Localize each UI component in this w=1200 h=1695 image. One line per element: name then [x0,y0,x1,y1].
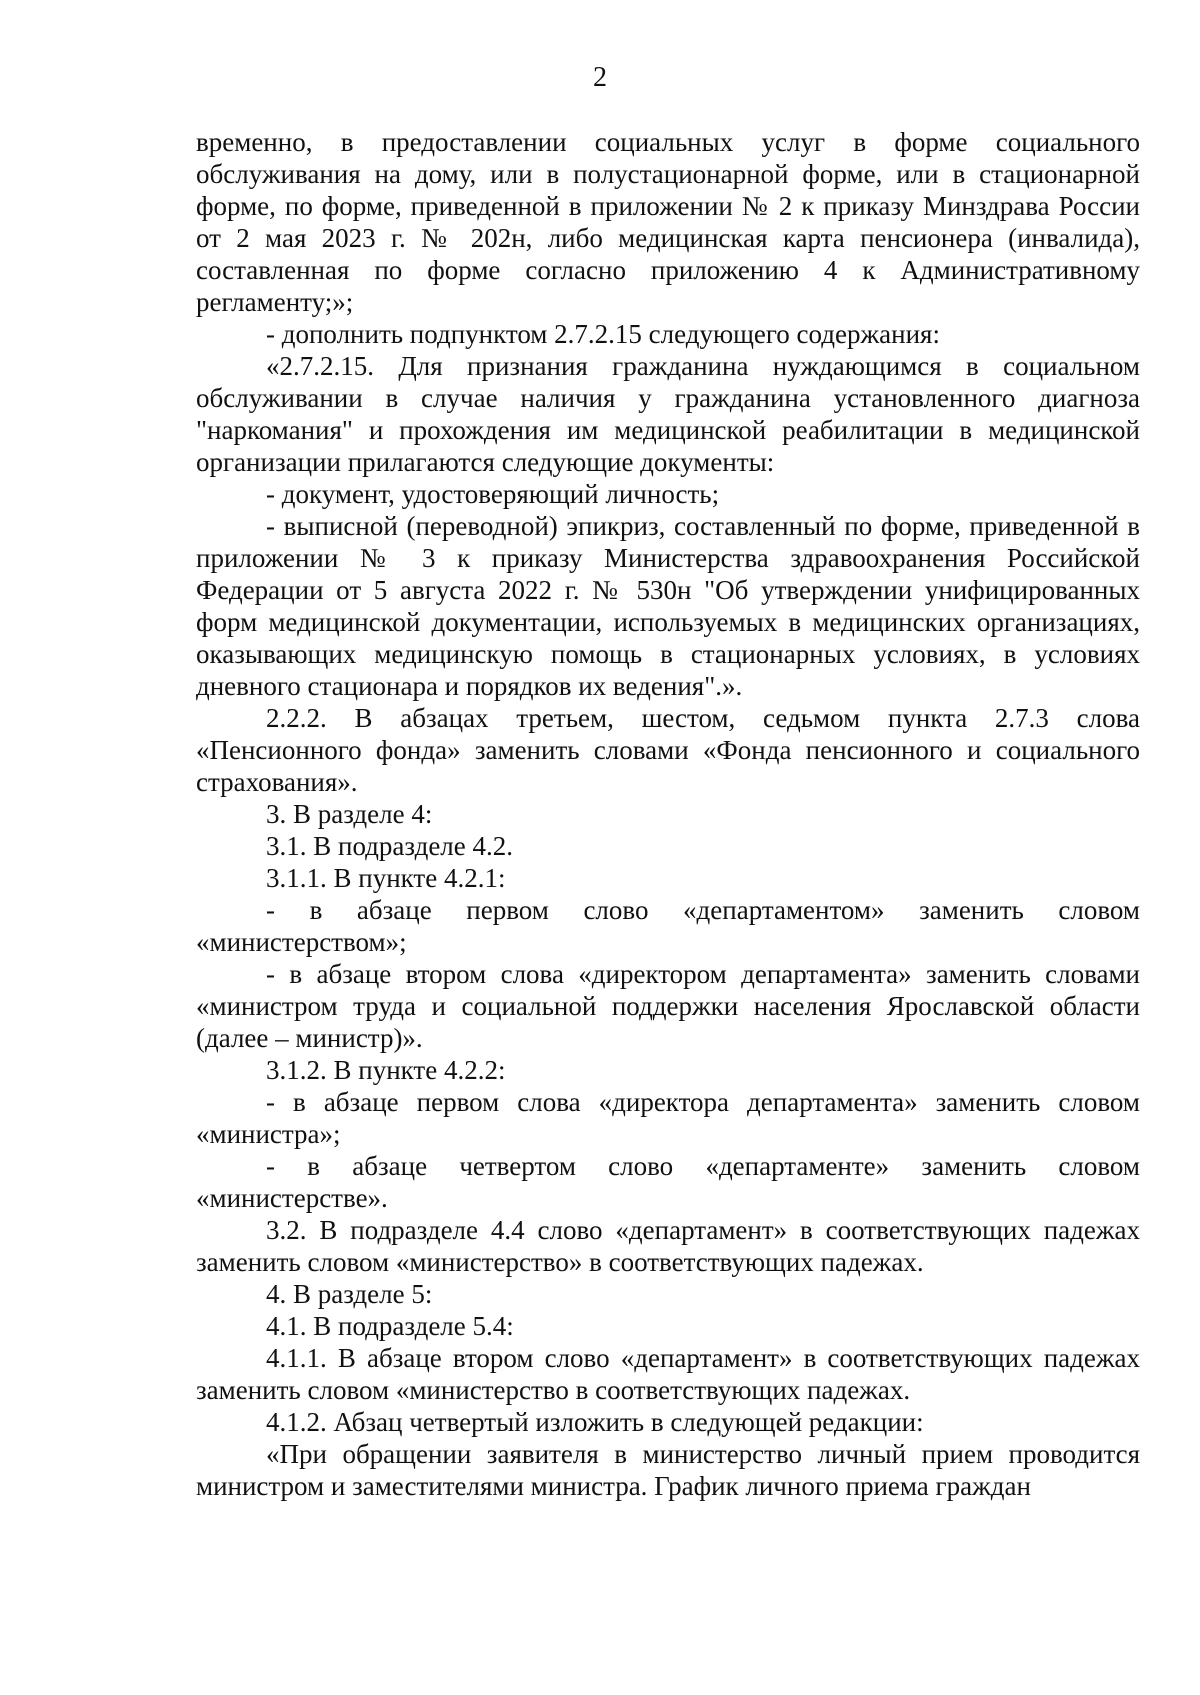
document-body [196,126,1140,1502]
paragraph: «2.7.2.15. Для признания гражданина нуждающимся в социальном обслуживании в случае наличия у гражданина установленного диагноза "наркомания" и прохождения им медицинской реабилитации в медицинской организации прилагаются следующие документы: [196,351,1140,477]
paragraph: - в абзаце первом слово «департаментом» заменить словом «министерством»; [196,895,1140,957]
paragraph: 3.1.2. В пункте 4.2.2: [266,1055,506,1085]
paragraph: 4. В разделе 5: [266,1279,433,1309]
paragraph: 4.1.2. Абзац четвертый изложить в следующей редакции: [266,1407,924,1437]
paragraph: 3.1. В подразделе 4.2. [266,831,514,861]
paragraph: 2.2.2. В абзацах третьем, шестом, седьмом пункта 2.7.3 слова «Пенсионного фонда» заменить словами «Фонда пенсионного и социального страхования». [196,703,1140,797]
paragraph: - дополнить подпунктом 2.7.2.15 следующего содержания: [266,319,940,349]
paragraph: 3.1.1. В пункте 4.2.1: [266,863,506,893]
paragraph: - в абзаце первом слова «директора департамента» заменить словом «министра»; [196,1087,1140,1149]
paragraph: - выписной (переводной) эпикриз, составленный по форме, приведенной в приложении № 3 к приказу Министерства здравоохранения Российской Федерации от 5 августа 2022 г. № 530н "Об утверждении унифицированных форм медицинской документации, используемых в медицинских организациях, оказывающих медицинскую помощь в стационарных условиях, в условиях дневного стационара и порядков их ведения".». [196,511,1140,701]
paragraph: - в абзаце втором слова «директором департамента» заменить словами «министром труда и социальной поддержки населения Ярославской области (далее – министр)». [196,959,1140,1053]
paragraph: «При обращении заявителя в министерство личный прием проводится министром и заместителями министра. График личного приема граждан [196,1439,1140,1501]
paragraph: 4.1. В подразделе 5.4: [266,1311,514,1341]
paragraph: 3.2. В подразделе 4.4 слово «департамент» в соответствующих падежах заменить словом «министерство» в соответствующих падежах. [196,1215,1140,1277]
paragraph: 3. В разделе 4: [266,799,433,829]
paragraph: - документ, удостоверяющий личность; [266,479,720,509]
paragraph: 4.1.1. В абзаце втором слово «департамент» в соответствующих падежах заменить словом «министерство в соответствующих падежах. [196,1343,1140,1405]
page-number: 2 [593,62,607,93]
paragraph: - в абзаце четвертом слово «департаменте» заменить словом «министерстве». [196,1151,1140,1213]
paragraph: временно, в предоставлении социальных услуг в форме социального обслуживания на дому, или в полустационарной форме, или в стационарной форме, по форме, приведенной в приложении № 2 к приказу Минздрава России от 2 мая 2023 г. № 202н, либо медицинская карта пенсионера (инвалида), составленная по форме согласно приложению 4 к Административному регламенту;»; [196,127,1140,317]
